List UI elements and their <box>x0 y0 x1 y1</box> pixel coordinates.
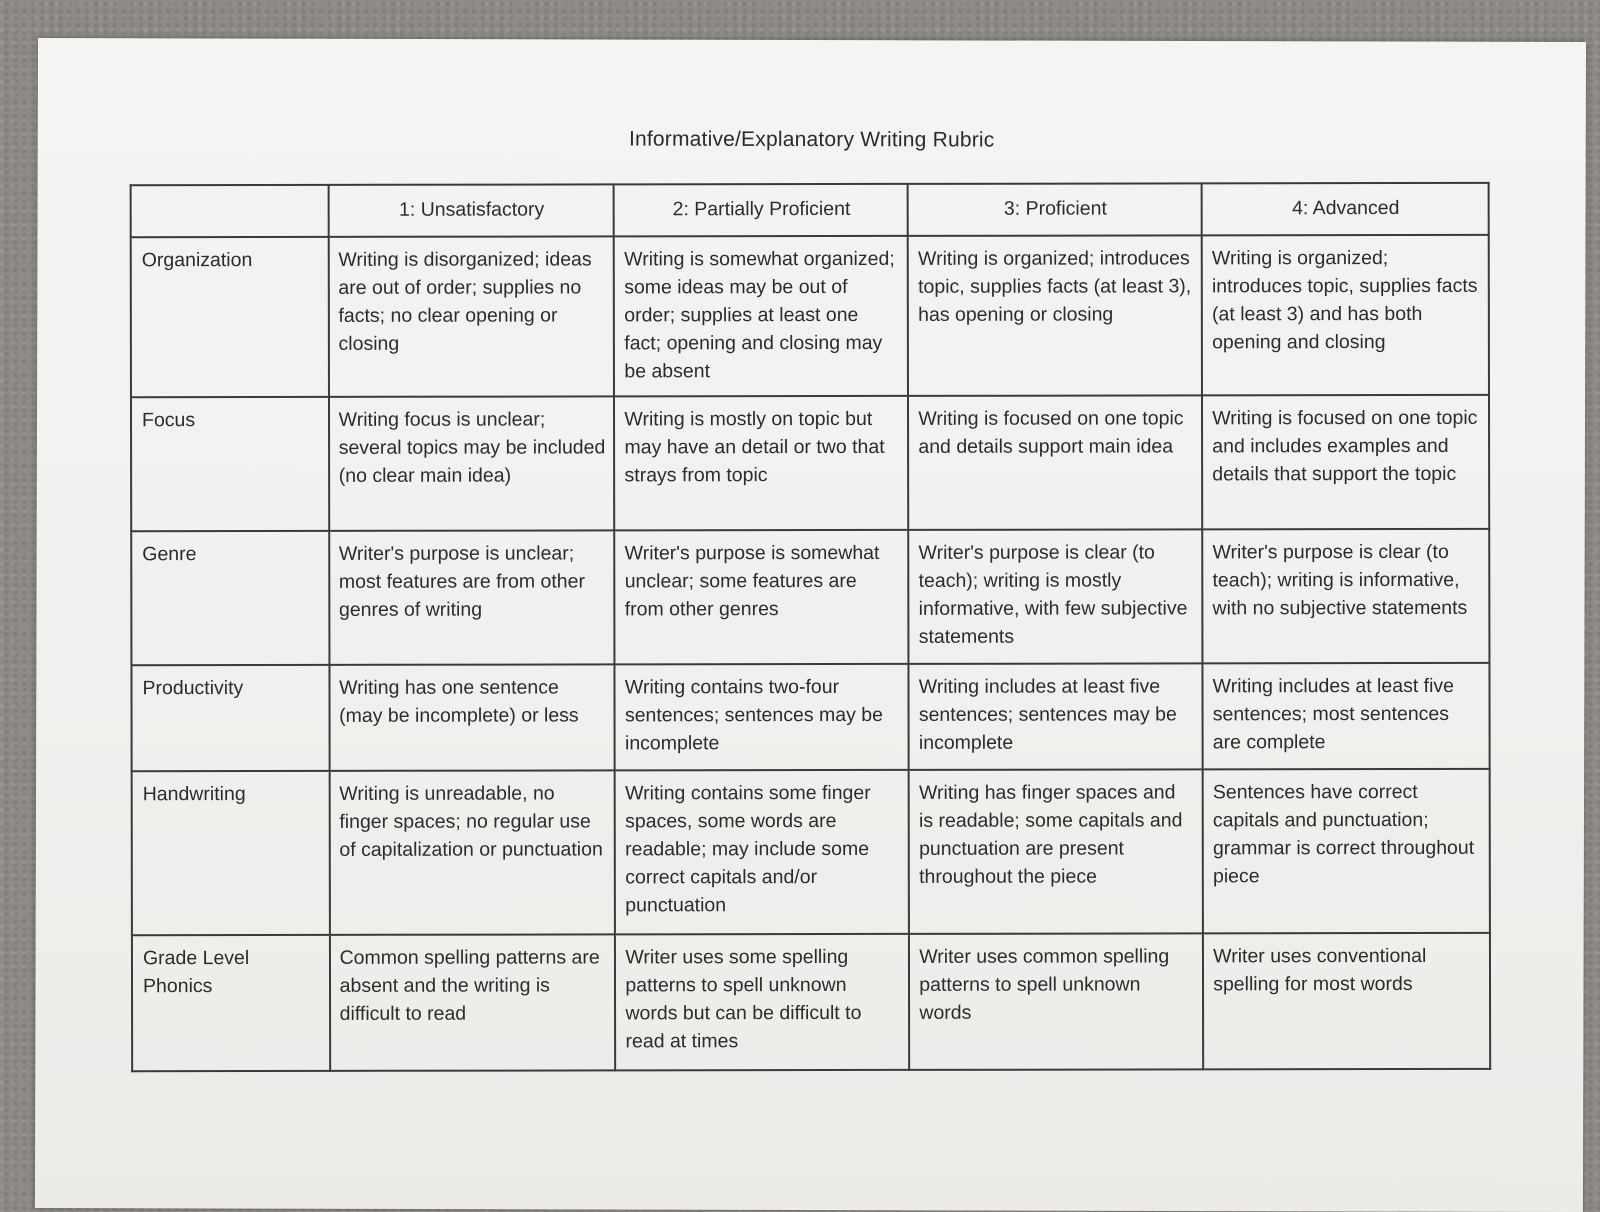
rubric-table <box>130 182 1492 1072</box>
criterion-label: Grade Level Phonics <box>132 935 330 1071</box>
rubric-cell: Writing is organized; introduces topic, supplies facts (at least 3), has opening or closing <box>908 235 1202 396</box>
rubric-cell: Writer's purpose is clear (to teach); writing is mostly informative, with few subjective statements <box>909 529 1203 664</box>
rubric-cell: Writer's purpose is clear (to teach); writing is informative, with no subjective statements <box>1202 529 1489 664</box>
rubric-cell: Writing includes at least five sentences; sentences may be incomplete <box>909 663 1203 770</box>
rubric-cell: Writing contains some finger spaces, some words are readable; may include some correct capitals and/or punctuation <box>615 770 909 935</box>
rubric-cell: Writing focus is unclear; several topics may be included (no clear main idea) <box>329 396 615 530</box>
rubric-cell: Common spelling patterns are absent and the writing is difficult to read <box>330 934 616 1070</box>
paper-sheet <box>35 38 1586 1212</box>
rubric-cell: Writing is unreadable, no finger spaces; no regular use of capitalization or punctuation <box>329 770 615 934</box>
rubric-cell: Writing is focused on one topic and details support main idea <box>908 395 1202 530</box>
header-cell-partially-proficient: 2: Partially Proficient <box>614 184 908 237</box>
header-cell-unsatisfactory: 1: Unsatisfactory <box>328 184 614 236</box>
header-cell-proficient: 3: Proficient <box>908 183 1202 236</box>
criterion-label: Productivity <box>131 665 329 771</box>
rubric-cell: Writing has finger spaces and is readable; some capitals and punctuation are present throughout the piece <box>909 769 1203 934</box>
rubric-cell: Writing is disorganized; ideas are out of order; supplies no facts; no clear opening or closing <box>328 236 614 396</box>
rubric-cell: Writer's purpose is somewhat unclear; some features are from other genres <box>615 530 909 665</box>
criterion-label: Organization <box>131 237 329 397</box>
criterion-label: Focus <box>131 397 329 531</box>
rubric-cell: Writing contains two-four sentences; sentences may be incomplete <box>615 664 909 771</box>
rubric-cell: Writer uses conventional spelling for most words <box>1203 933 1490 1070</box>
rubric-title: Informative/Explanatory Writing Rubric <box>628 127 995 152</box>
rubric-cell: Writer uses common spelling patterns to spell unknown words <box>909 933 1203 1070</box>
header-cell-blank <box>131 185 329 237</box>
table-row <box>131 395 1489 531</box>
rubric-cell: Writing has one sentence (may be incomplete) or less <box>329 664 615 770</box>
table-row <box>131 663 1489 771</box>
rubric-cell: Writing is mostly on topic but may have an detail or two that strays from topic <box>614 396 908 531</box>
rubric-cell: Writing is somewhat organized; some ideas may be out of order; supplies at least one fact; opening and closing may be absent <box>614 236 908 397</box>
header-row <box>131 183 1489 237</box>
table-row <box>131 529 1489 665</box>
table-row <box>132 769 1490 935</box>
criterion-label: Genre <box>131 531 329 665</box>
rubric-cell: Writing is organized; introduces topic, supplies facts (at least 3) and has both opening and closing <box>1202 235 1489 396</box>
rubric-cell: Writing is focused on one topic and includes examples and details that support the topic <box>1202 395 1489 530</box>
table-row <box>131 235 1489 397</box>
criterion-label: Handwriting <box>132 771 330 935</box>
rubric-cell: Writer uses some spelling patterns to spell unknown words but can be difficult to read at times <box>615 934 909 1071</box>
table-row <box>132 933 1490 1071</box>
rubric-cell: Sentences have correct capitals and punctuation; grammar is correct throughout piece <box>1203 769 1490 934</box>
header-cell-advanced: 4: Advanced <box>1202 183 1489 236</box>
rubric-cell: Writing includes at least five sentences; most sentences are complete <box>1203 663 1490 770</box>
rubric-cell: Writer's purpose is unclear; most features are from other genres of writing <box>329 530 615 664</box>
